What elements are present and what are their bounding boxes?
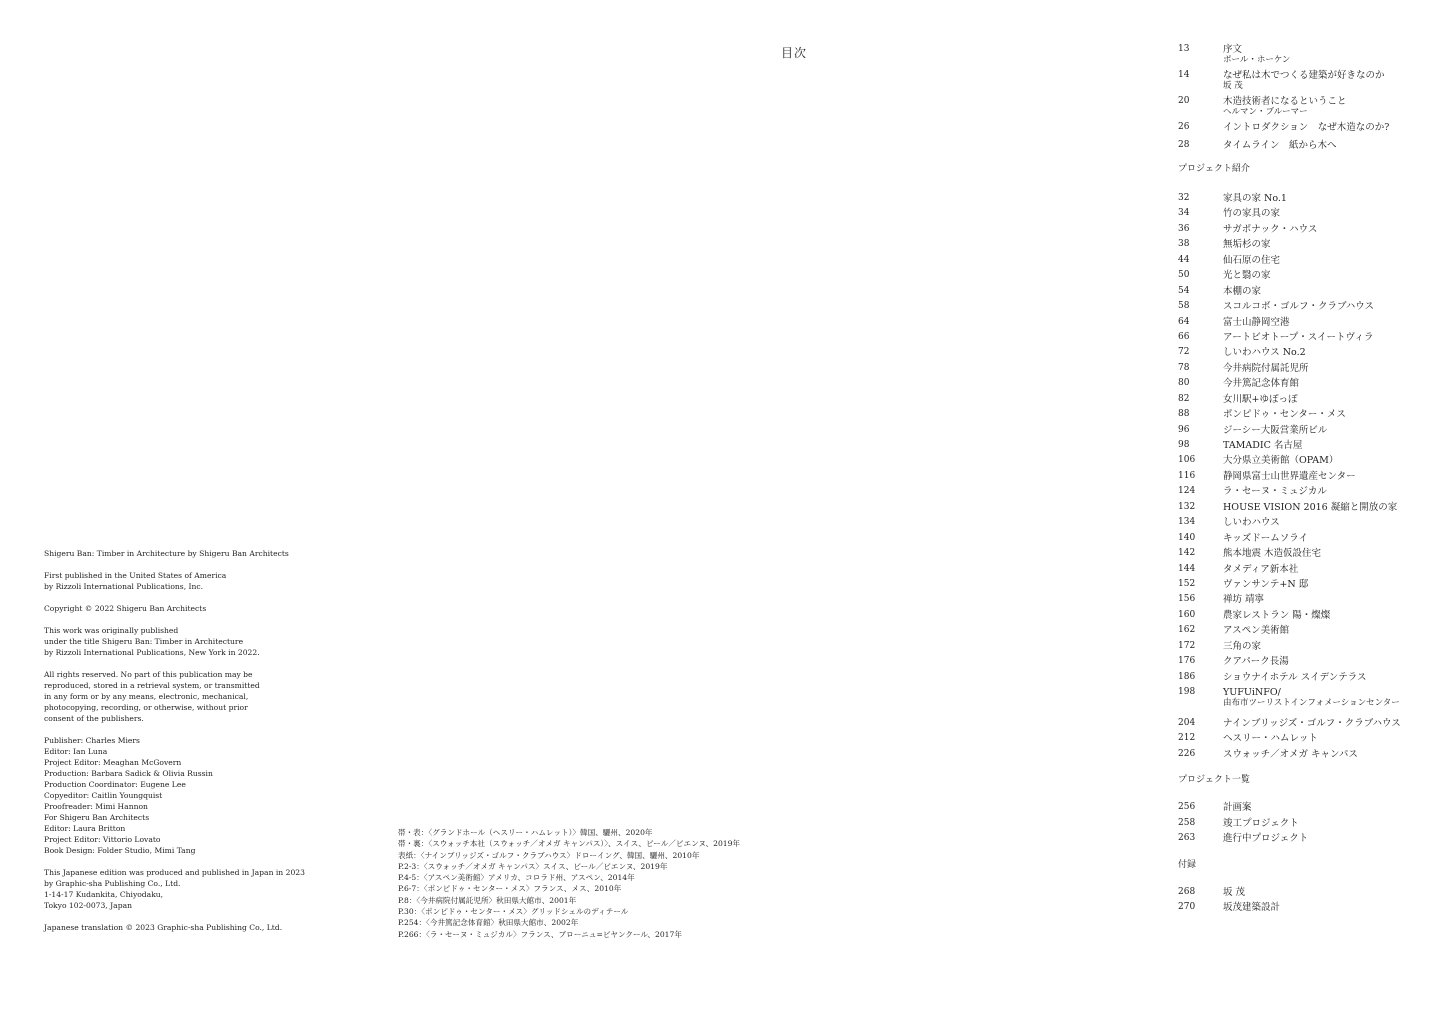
toc-entry-title: ヘスリー・ハムレット — [1223, 733, 1318, 745]
credit-line: P.6-7：〈ポンピドゥ・センター・メス〉フランス、メス、2010年 — [398, 884, 622, 894]
toc-page-number: 80 — [1178, 378, 1190, 389]
toc-entry-text — [1223, 286, 1418, 297]
toc-entry-title: ショウナイホテル スイデンテラス — [1223, 671, 1367, 683]
toc-page-number: 156 — [1178, 594, 1196, 605]
toc-entry-text — [1223, 471, 1418, 482]
toc-entry-title: YUFUiNFO/ — [1223, 687, 1281, 698]
toc-page-number: 116 — [1178, 470, 1196, 481]
toc-entry — [1178, 486, 1418, 501]
toc-entry — [1178, 122, 1418, 140]
toc-entry-title: 本棚の家 — [1223, 285, 1262, 297]
toc-entry-text — [1223, 818, 1418, 829]
toc-entry-title: 熊本地震 木造仮設住宅 — [1223, 548, 1322, 560]
toc-page-number: 26 — [1178, 122, 1190, 132]
colophon — [44, 548, 304, 944]
toc-entry — [1178, 564, 1418, 579]
colophon-paragraph — [44, 570, 304, 592]
toc-entry-text — [1223, 122, 1418, 133]
toc-entry-title: 序文 — [1223, 44, 1243, 55]
toc-page-number: 66 — [1178, 331, 1190, 342]
toc-entry — [1178, 270, 1418, 285]
colophon-line: All rights reserved. No part of this publication may be — [44, 670, 253, 679]
toc-entry — [1178, 70, 1418, 96]
toc-entry-title: ジーシー大阪営業所ビル — [1223, 424, 1328, 436]
toc-entry — [1178, 502, 1418, 517]
colophon-line: Project Editor: Vittorio Lovato — [44, 835, 161, 844]
toc-page-number: 82 — [1178, 393, 1190, 404]
toc-page-number: 132 — [1178, 501, 1196, 512]
toc-entry-title: タイムライン 紙から木へ — [1223, 140, 1337, 151]
toc-entry-text — [1223, 486, 1418, 497]
colophon-line: Tokyo 102-0073, Japan — [44, 901, 132, 910]
toc-page-number: 144 — [1178, 563, 1196, 574]
toc-entry-text — [1223, 502, 1418, 513]
table-of-contents — [1178, 44, 1418, 918]
colophon-line: Publisher: Charles Miers — [44, 736, 140, 745]
credit-line: P.4-5：〈アスペン美術館〉アメリカ、コロラド州、アスペン、2014年 — [398, 873, 635, 883]
toc-entry-title: 静岡県富士山世界遺産センター — [1223, 470, 1356, 482]
colophon-line: Project Editor: Meaghan McGovern — [44, 758, 182, 767]
toc-page-number: 54 — [1178, 285, 1190, 296]
toc-page-number: 64 — [1178, 316, 1190, 327]
toc-page-number: 212 — [1178, 733, 1196, 744]
toc-page-number: 152 — [1178, 578, 1196, 589]
toc-entry-title: 今井篤記念体育館 — [1223, 378, 1300, 390]
toc-entry-title: 農家レストラン 陽・燦燦 — [1223, 609, 1331, 621]
toc-entry-text — [1223, 347, 1418, 358]
toc-entry — [1178, 802, 1418, 818]
toc-page-number: 96 — [1178, 424, 1190, 435]
toc-page-number: 176 — [1178, 656, 1196, 667]
toc-entry-title: クアパーク長湯 — [1223, 656, 1289, 668]
toc-page-number: 160 — [1178, 609, 1196, 620]
toc-entry-subtitle: 坂 茂 — [1223, 81, 1243, 91]
toc-entry-subtitle: 由布市ツーリストインフォメーションセンター — [1223, 698, 1400, 708]
toc-entry — [1178, 363, 1418, 378]
toc-page-number: 88 — [1178, 409, 1190, 420]
toc-entry — [1178, 656, 1418, 671]
colophon-line: photocopying, recording, or otherwise, without prior — [44, 703, 248, 712]
toc-page-number: 263 — [1178, 833, 1196, 844]
toc-entry — [1178, 440, 1418, 455]
toc-entry — [1178, 833, 1418, 849]
toc-entry-text — [1223, 440, 1418, 451]
credit-line: P.8：〈今井病院付属託児所〉秋田県大館市、2001年 — [398, 895, 577, 905]
toc-entry-title: 女川駅+ゆぽっぽ — [1223, 393, 1298, 405]
toc-entry-text — [1223, 224, 1418, 235]
colophon-paragraph — [44, 867, 304, 911]
toc-entry-text — [1223, 193, 1418, 204]
toc-page-number: 78 — [1178, 362, 1190, 373]
toc-entry — [1178, 818, 1418, 834]
colophon-paragraph — [44, 922, 304, 933]
toc-entry — [1178, 533, 1418, 548]
toc-page-number: 106 — [1178, 455, 1196, 466]
colophon-line: Shigeru Ban: Timber in Architecture by Shigeru Ban Architects — [44, 549, 289, 558]
credit-line: P.266：〈ラ・セーヌ・ミュジカル〉フランス、ブローニュ=ビヤンクール、2017年 — [398, 929, 682, 939]
toc-page-number: 172 — [1178, 640, 1196, 651]
credit-line: 帯・表：〈グランドホール（ヘスリー・ハムレット）〉韓国、驪州、2020年 — [398, 828, 653, 837]
toc-entry-text — [1223, 579, 1418, 590]
toc-entry-title: キッズドームソライ — [1223, 532, 1309, 544]
toc-entry-title: 進行中プロジェクト — [1223, 833, 1309, 845]
toc-entry-text — [1223, 301, 1418, 312]
toc-entry — [1178, 301, 1418, 316]
colophon-paragraph — [44, 548, 304, 559]
toc-entry-text — [1223, 270, 1418, 281]
toc-entry-text — [1223, 363, 1418, 374]
page-title: 目次 — [781, 46, 808, 60]
toc-page-number: 38 — [1178, 239, 1190, 250]
toc-entry — [1178, 208, 1418, 223]
toc-entry — [1178, 625, 1418, 640]
credit-line: P.30：〈ポンピドゥ・センター・メス〉グリッドシェルのディテール — [398, 907, 629, 917]
colophon-line: This work was originally published — [44, 626, 179, 635]
toc-entry-text — [1223, 802, 1418, 813]
toc-entry — [1178, 471, 1418, 486]
toc-entry-title: スコルコボ・ゴルフ・クラブハウス — [1223, 301, 1374, 313]
toc-entry-text — [1223, 70, 1418, 91]
toc-page-number: 36 — [1178, 223, 1190, 234]
toc-entry — [1178, 317, 1418, 332]
toc-page-number: 20 — [1178, 96, 1190, 106]
toc-entry-title: ヴァンサンテ+N 邸 — [1223, 578, 1309, 590]
toc-page-number: 134 — [1178, 517, 1196, 528]
toc-entry-text — [1223, 533, 1418, 544]
toc-entry — [1178, 140, 1418, 158]
toc-entry-title: しいわハウス — [1223, 517, 1280, 529]
toc-entry — [1178, 455, 1418, 470]
toc-page-number: 186 — [1178, 671, 1196, 682]
toc-entry-text — [1223, 902, 1418, 913]
toc-entry-text — [1223, 517, 1418, 528]
toc-entry — [1178, 887, 1418, 903]
toc-entry-title: 富士山静岡空港 — [1223, 316, 1290, 328]
toc-entry-text — [1223, 625, 1418, 636]
toc-entry-text — [1223, 672, 1418, 683]
colophon-line: under the title Shigeru Ban: Timber in Architecture — [44, 637, 244, 646]
colophon-paragraph — [44, 669, 304, 724]
toc-entry-title: 竹の家具の家 — [1223, 208, 1281, 220]
toc-entry — [1178, 594, 1418, 609]
toc-entry-title: 大分県立美術館（OPAM） — [1223, 455, 1339, 467]
toc-appendix-section — [1178, 887, 1418, 918]
toc-entry-text — [1223, 656, 1418, 667]
toc-entry-text — [1223, 409, 1418, 420]
colophon-line: Book Design: Folder Studio, Mimi Tang — [44, 846, 196, 855]
toc-entry-text — [1223, 425, 1418, 436]
toc-entry-title: なぜ私は木でつくる建築が好きなのか — [1223, 70, 1385, 81]
toc-entry-title: 光と翳の家 — [1223, 270, 1271, 282]
toc-entry-title: スウォッチ／オメガ キャンパス — [1223, 748, 1358, 760]
colophon-line: consent of the publishers. — [44, 714, 144, 723]
toc-entry — [1178, 548, 1418, 563]
toc-entry-title: 家具の家 No.1 — [1223, 193, 1287, 204]
toc-entry-title: 仙石原の住宅 — [1223, 254, 1281, 266]
toc-intro-section — [1178, 44, 1418, 158]
toc-entry-title: TAMADIC 名古屋 — [1223, 440, 1303, 451]
toc-entry-text — [1223, 594, 1418, 605]
colophon-line: For Shigeru Ban Architects — [44, 813, 150, 822]
toc-entry-text — [1223, 455, 1418, 466]
toc-entry-text — [1223, 718, 1418, 729]
colophon-line: by Rizzoli International Publications, Inc. — [44, 582, 204, 591]
toc-page-number: 142 — [1178, 548, 1196, 559]
colophon-line: Copyright © 2022 Shigeru Ban Architects — [44, 604, 207, 613]
toc-page-number: 50 — [1178, 270, 1190, 281]
toc-page-number: 226 — [1178, 748, 1196, 759]
colophon-line: by Graphic-sha Publishing Co., Ltd. — [44, 879, 181, 888]
toc-entry-subtitle: ヘルマン・ブルーマー — [1223, 107, 1308, 117]
toc-page-number: 44 — [1178, 254, 1190, 265]
toc-entry-title: 計画案 — [1223, 802, 1252, 814]
colophon-paragraph — [44, 735, 304, 856]
toc-page-number: 98 — [1178, 440, 1190, 450]
photo-credits — [398, 827, 740, 940]
colophon-line: This Japanese edition was produced and published in Japan in 2023 — [44, 868, 305, 877]
toc-list-section — [1178, 802, 1418, 849]
toc-entry-text — [1223, 733, 1418, 744]
toc-entry — [1178, 517, 1418, 532]
toc-entry-title: 禅坊 靖寧 — [1223, 594, 1265, 606]
toc-entry — [1178, 733, 1418, 748]
toc-page-number: 14 — [1178, 70, 1190, 80]
toc-entry-title: 坂 茂 — [1223, 886, 1246, 898]
toc-entry-text — [1223, 378, 1418, 389]
toc-entry — [1178, 378, 1418, 393]
toc-entry-title: ポンピドゥ・センター・メス — [1223, 409, 1346, 421]
colophon-line: Editor: Ian Luna — [44, 747, 108, 756]
toc-entry-title: イントロダクション なぜ木造なのか? — [1223, 122, 1390, 133]
toc-projects-section — [1178, 193, 1418, 764]
toc-entry-text — [1223, 687, 1418, 708]
colophon-paragraph — [44, 625, 304, 658]
toc-page-number: 198 — [1178, 687, 1196, 697]
toc-entry — [1178, 409, 1418, 424]
toc-page-number: 124 — [1178, 486, 1196, 497]
toc-entry — [1178, 193, 1418, 208]
colophon-line: in any form or by any means, electronic, mechanical, — [44, 692, 249, 701]
toc-page-number: 32 — [1178, 193, 1190, 203]
toc-entry — [1178, 672, 1418, 687]
colophon-paragraph — [44, 603, 304, 614]
toc-entry — [1178, 332, 1418, 347]
toc-entry-text — [1223, 833, 1418, 844]
colophon-line: Editor: Laura Britton — [44, 824, 126, 833]
toc-entry — [1178, 394, 1418, 409]
toc-entry — [1178, 749, 1418, 764]
colophon-line: reproduced, stored in a retrieval system, or transmitted — [44, 681, 260, 690]
toc-entry — [1178, 902, 1418, 918]
toc-entry-title: 坂茂建築設計 — [1223, 902, 1281, 914]
toc-entry-text — [1223, 887, 1418, 898]
toc-entry-text — [1223, 548, 1418, 559]
toc-entry-text — [1223, 239, 1418, 250]
toc-entry-text — [1223, 394, 1418, 405]
toc-section-heading-projects: プロジェクト紹介 — [1178, 164, 1250, 174]
toc-page-number: 13 — [1178, 44, 1190, 54]
toc-page-number: 204 — [1178, 718, 1196, 728]
toc-entry — [1178, 255, 1418, 270]
colophon-line: by Rizzoli International Publications, New York in 2022. — [44, 648, 260, 657]
toc-entry — [1178, 224, 1418, 239]
toc-entry-text — [1223, 564, 1418, 575]
toc-entry-title: タメディア新本社 — [1223, 563, 1299, 575]
toc-entry-text — [1223, 317, 1418, 328]
toc-entry — [1178, 44, 1418, 70]
toc-entry-title: しいわハウス No.2 — [1223, 347, 1306, 359]
toc-entry-text — [1223, 610, 1418, 621]
toc-page-number: 268 — [1178, 886, 1196, 897]
toc-entry-text — [1223, 255, 1418, 266]
toc-page-number: 58 — [1178, 301, 1190, 312]
toc-entry-text — [1223, 749, 1418, 760]
credit-line: P.2-3：〈スウォッチ／オメガ キャンパス〉スイス、ビール／ビエンヌ、2019年 — [398, 861, 668, 871]
toc-entry-text — [1223, 641, 1418, 652]
toc-page-number: 140 — [1178, 532, 1196, 543]
toc-entry — [1178, 347, 1418, 362]
toc-section-heading-list: プロジェクト一覧 — [1178, 775, 1250, 786]
toc-page-number: 162 — [1178, 625, 1196, 636]
toc-entry-subtitle: ポール・ホーケン — [1223, 55, 1291, 65]
toc-entry-title: 今井病院付属託児所 — [1223, 362, 1309, 374]
toc-entry-title: 竣工プロジェクト — [1223, 817, 1299, 829]
colophon-line: Copyeditor: Caitlin Youngquist — [44, 791, 163, 800]
toc-entry — [1178, 286, 1418, 301]
toc-entry-title: サガポナック・ハウス — [1223, 223, 1318, 235]
toc-entry-text — [1223, 96, 1418, 117]
toc-section-heading-appendix: 付録 — [1178, 859, 1197, 870]
toc-entry-text — [1223, 44, 1418, 65]
credit-line: P.254：〈今井篤記念体育館〉秋田県大館市、2002年 — [398, 918, 579, 928]
toc-entry — [1178, 641, 1418, 656]
toc-page-number: 72 — [1178, 347, 1190, 358]
toc-entry — [1178, 718, 1418, 733]
toc-entry-text — [1223, 332, 1418, 343]
toc-entry-title: 三角の家 — [1223, 640, 1262, 652]
colophon-line: First published in the United States of America — [44, 571, 227, 580]
colophon-line: Japanese translation © 2023 Graphic-sha Publishing Co., Ltd. — [44, 923, 283, 932]
toc-page-number: 256 — [1178, 802, 1196, 813]
toc-entry-text — [1223, 208, 1418, 219]
toc-entry-title: 無垢杉の家 — [1223, 239, 1271, 251]
toc-entry-title: ラ・セーヌ・ミュジカル — [1223, 486, 1327, 498]
toc-entry-title: ナインブリッジズ・ゴルフ・クラブハウス — [1223, 718, 1401, 729]
toc-entry-text — [1223, 140, 1418, 151]
credit-line: 表紙：〈ナインブリッジズ・ゴルフ・クラブハウス〉ドローイング、韓国、驪州、2010年 — [398, 850, 700, 860]
colophon-line: Production: Barbara Sadick & Olivia Russin — [44, 769, 213, 778]
toc-page-number: 34 — [1178, 208, 1190, 219]
toc-entry — [1178, 579, 1418, 594]
colophon-line: 1-14-17 Kudankita, Chiyodaku, — [44, 890, 164, 899]
toc-entry — [1178, 610, 1418, 625]
toc-entry-title: 木造技術者になるということ — [1223, 96, 1347, 107]
colophon-line: Production Coordinator: Eugene Lee — [44, 780, 186, 789]
credit-line: 帯・裏：〈スウォッチ本社（スウォッチ／オメガ キャンパス）〉、スイス、ビール／ビエンヌ、2019年 — [398, 839, 741, 849]
toc-page-number: 258 — [1178, 817, 1196, 828]
toc-entry-title: HOUSE VISION 2016 凝縮と開放の家 — [1223, 501, 1398, 513]
toc-entry-title: アートビオトープ・スイートヴィラ — [1223, 331, 1374, 343]
toc-entry — [1178, 425, 1418, 440]
toc-page-number: 28 — [1178, 140, 1190, 150]
toc-entry-title: アスペン美術館 — [1223, 625, 1290, 637]
toc-entry — [1178, 239, 1418, 254]
toc-page-number: 270 — [1178, 902, 1196, 913]
toc-entry — [1178, 687, 1418, 718]
colophon-line: Proofreader: Mimi Hannon — [44, 802, 148, 811]
toc-entry — [1178, 96, 1418, 122]
